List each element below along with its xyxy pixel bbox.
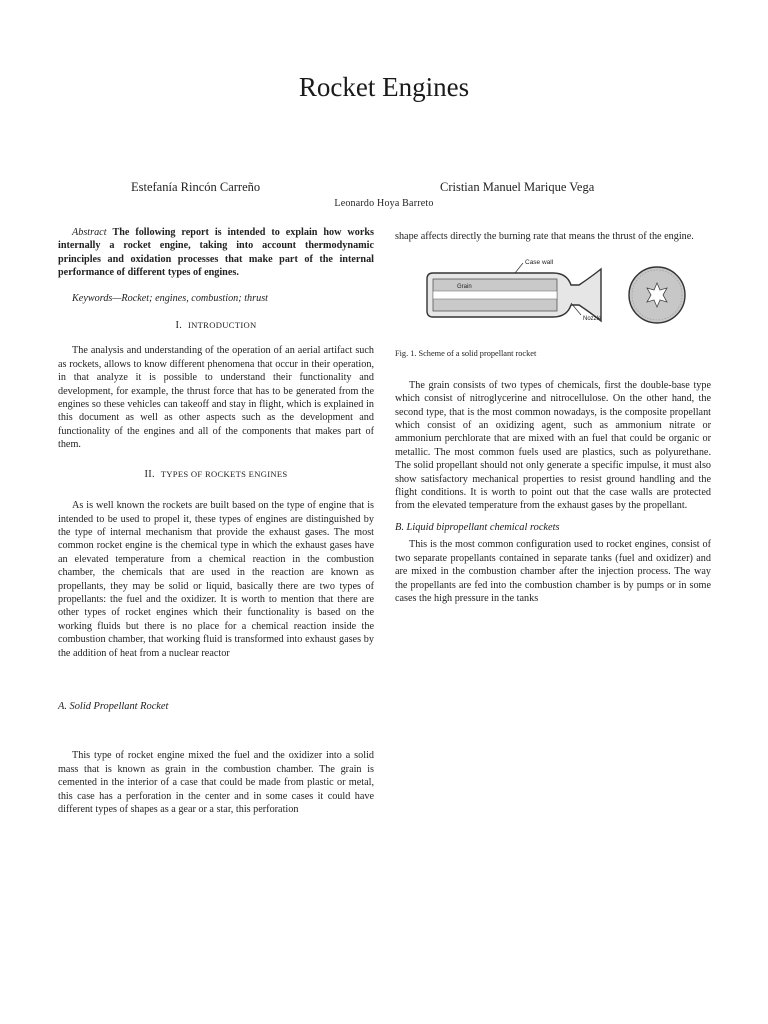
author-3: Leonardo Hoya Barreto [334,198,434,209]
grain-label: Grain [457,284,472,291]
abstract-text: The following report is intended to explain how works internally a rocket engine, taking into account thermodynamic principles and oxidation processes that make part of the internal performance of different types of engines. [58,227,374,279]
abstract [58,226,374,280]
liquid-bipropellant-paragraph: This is the most common configuration used to rocket engines, consist of two separate propellants contained in separate tanks (fuel and oxidizer) and are mixed in the combustion chamber after the injection process. The way the propellants are fed into the combustion chamber is by pumps or in some cases the high pressure in the tanks [395,539,711,604]
section-heading-introduction [58,319,374,332]
grain-perforation [433,291,557,299]
figure-caption: Fig. 1. Scheme of a solid propellant rocket [395,349,537,359]
section-title: TYPES OF ROCKETS ENGINES [160,468,288,479]
author-2: Cristian Manuel Marique Vega [440,180,595,194]
left-column [58,226,374,816]
right-column [395,230,711,605]
subsection-liquid-bipropellant: B. Liquid bipropellant chemical rockets [395,521,560,533]
section-title: INTRODUCTION [187,320,257,331]
section-number: I. [175,320,183,332]
solid-propellant-paragraph: This type of rocket engine mixed the fuel and the oxidizer into a solid mass that is known as grain in the combustion chamber. The grain is cemented in the interior of a case that could be made from plastic or metal, this case has a perforation in the center and in some cases it could have different types of shapes as a gear or a star, this perforation [58,750,374,815]
figure-solid-rocket [395,255,711,335]
continued-paragraph: shape affects directly the burning rate that means the thrust of the engine. [395,231,694,242]
nozzle-label: Nozzle [583,316,602,323]
abstract-label: Abstract [72,227,107,238]
keywords: Keywords—Rocket; engines, combustion; thrust [72,292,268,304]
rocket-scheme-diagram [395,255,711,335]
grain-paragraph: The grain consists of two types of chemicals, first the double-base type which consist of nitroglycerine and nitrocellulose. On the other hand, the second type, that is the most common nowadays, is the composite propellant which consist of an oxidizing agent, such as ammonium nitrate or ammonium perchlorate that are mixed with an fuel that could be organic or metallic. The most common fuels used are plastics, such as polyurethane. The solid propellant should not only generate a specific impulse, it must also show satisfactory mechanical properties to resist ground handling and the flight conditions. It is worth to point out that the case walls are protected from the elevated temperature from the exhaust gases by the propellant. [395,379,711,512]
author-1: Estefanía Rincón Carreño [131,180,261,194]
types-paragraph: As is well known the rockets are built based on the type of engine that is intended to be used to propel it, these types of engines are distinguished by the type of internal mechanism that provide the exhaust gases. The most common rocket engine is the chemical type in which the exhaust gases have an elevated temperature from a chemical reaction in the combustion chamber, the chemicals that are used in the reaction are known as propellants, they may be solid or liquid, basically there are two types of propellants: the fuel and the oxidizer. It is worth to mention that there are other types of rocket engines which their functionality is based on the working fluids but there is no place for a chemical reaction inside the combustion chamber, that working fluid is transformed into exhaust gases by the addition of heat from a nuclear reactor [58,500,374,659]
case-wall-label: Case wall [525,259,554,267]
section-number: II. [144,468,155,480]
intro-paragraph: The analysis and understanding of the operation of an aerial artifact such as rockets, allows to know different phenomena that occur in their operation, in that analyze it is possible to understand their functionality and development, for example, the thrust force that has to be generated from the engines so these vehicles can takeoff and stay in flight, which is explained in this document as well as other aspects such as the development and functionality of the engines and all of the components that makes part of them. [58,345,374,451]
subsection-solid-propellant: A. Solid Propellant Rocket [58,700,169,712]
paper-title: Rocket Engines [298,72,470,102]
section-heading-types [58,468,374,481]
